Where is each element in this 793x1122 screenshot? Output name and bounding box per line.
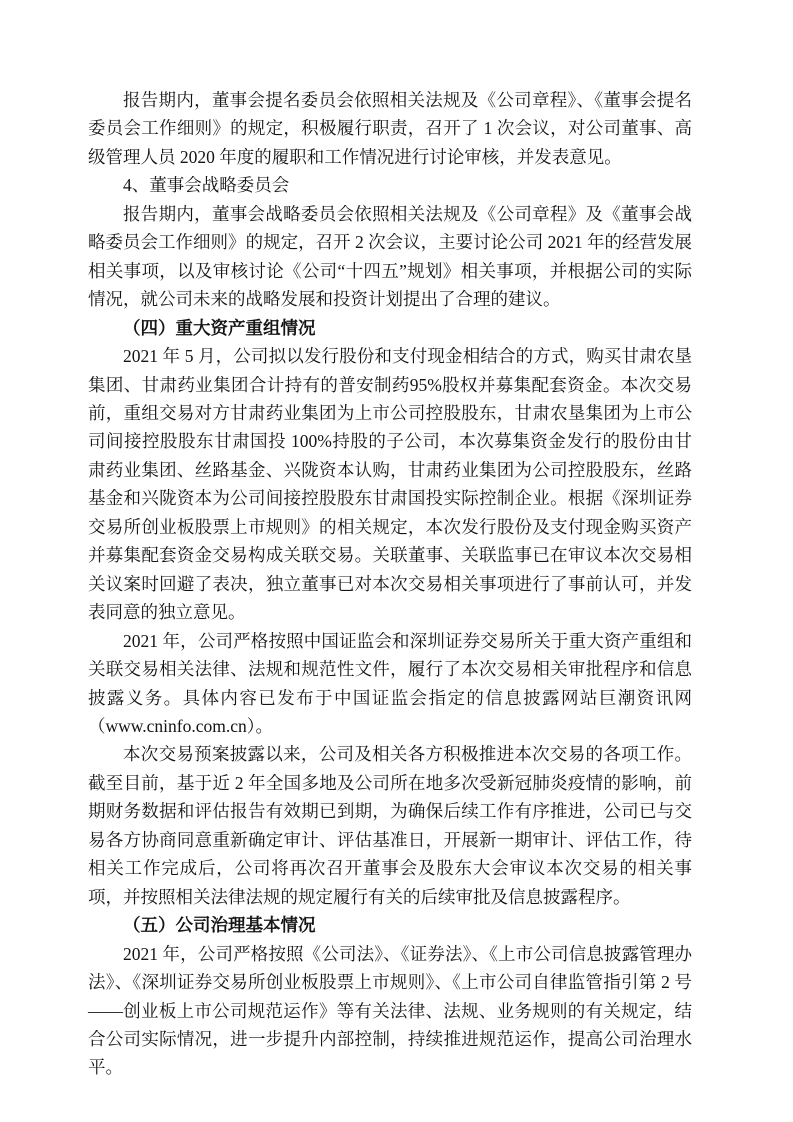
paragraph-nomination-committee-work: 报告期内，董事会提名委员会依照相关法规及《公司章程》、《董事会提名委员会工作细则》的规定，积极履行职责，召开了 1 次会议，对公司董事、高级管理人员 2020 年度的履职和工作情况进行讨论审核，并发表意见。 bbox=[88, 90, 692, 167]
heading-major-asset-restructuring: （四）重大资产重组情况 bbox=[123, 317, 316, 338]
paragraph-restructuring-transaction: 2021 年 5 月，公司拟以发行股份和支付现金相结合的方式，购买甘肃农垦集团、甘肃药业集团合计持有的普安制药95%股权并募集配套资金。本次交易前，重组交易对方甘肃药业集团为上市公司控股股东，甘肃农垦集团为上市公司间接控股股东甘肃国投 100%持股的子公司，本次募集资金发行的股份由甘肃药业集团、丝路基金、兴陇资本认购，甘肃药业集团为公司控股股东，丝路基金和兴陇资本为公司间接控股股东甘肃国投实际控制企业。根据《深圳证券交易所创业板股票上市规则》的相关规定，本次发行股份及支付现金购买资产并募集配套资金交易构成关联交易。关联董事、关联监事已在审议本次交易相关议案时回避了表决，独立董事已对本次交易相关事项进行了事前认可，并发表同意的独立意见。 bbox=[88, 346, 692, 623]
subheading-strategy-committee: 4、董事会战略委员会 bbox=[123, 175, 290, 196]
paragraph-governance-compliance: 2021 年，公司严格按照《公司法》、《证券法》、《上市公司信息披露管理办法》、《深圳证券交易所创业板股票上市规则》、《上市公司自律监管指引第 2 号——创业板上市公司规范运作》等有关法律、法规、业务规则的有关规定，结合公司实际情况，进一步提升内部控制，持续推进规范运作，提高公司治理水平。 bbox=[88, 943, 692, 1078]
paragraph-regulatory-compliance-disclosure: 2021 年，公司严格按照中国证监会和深圳证券交易所关于重大资产重组和关联交易相关法律、法规和规范性文件，履行了本次交易相关审批程序和信息披露义务。具体内容已发布于中国证监会指定的信息披露网站巨潮资讯网（www.cninfo.com.cn）。 bbox=[88, 630, 692, 736]
document-text-block bbox=[88, 86, 692, 1082]
paragraph-transaction-progress: 本次交易预案披露以来，公司及相关各方积极推进本次交易的各项工作。截至目前，基于近 2 年全国多地及公司所在地多次受新冠肺炎疫情的影响，前期财务数据和评估报告有效期已到期，为确保后续工作有序推进，公司已与交易各方协商同意重新确定审计、评估基准日，开展新一期审计、评估工作，待相关工作完成后，公司将再次召开董事会及股东大会审议本次交易的相关事项，并按照相关法律法规的规定履行有关的后续审批及信息披露程序。 bbox=[88, 744, 692, 907]
paragraph-strategy-committee-work: 报告期内，董事会战略委员会依照相关法规及《公司章程》及《董事会战略委员会工作细则》的规定，召开 2 次会议，主要讨论公司 2021 年的经营发展相关事项，以及审核讨论《公司“十四五”规划》相关事项，并根据公司的实际情况，就公司未来的战略发展和投资计划提出了合理的建议。 bbox=[88, 203, 692, 310]
heading-corporate-governance: （五）公司治理基本情况 bbox=[123, 915, 316, 936]
